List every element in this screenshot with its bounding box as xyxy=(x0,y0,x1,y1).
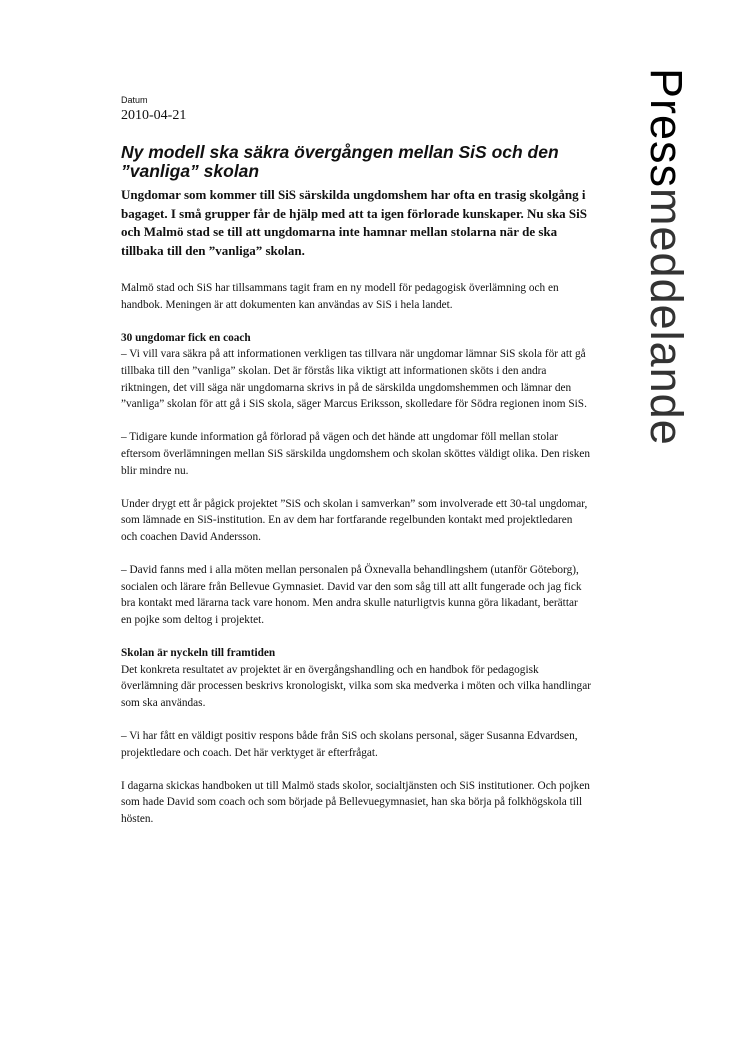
date-label: Datum xyxy=(121,95,148,105)
paragraph: Under drygt ett år pågick projektet ”SiS och skolan i samverkan” som involverade ett 30-tal ungdomar, som lämnade en SiS-institution. En av dem har fortfarande regelbunden kontakt med projektledaren och coachen David Andersson. xyxy=(121,497,588,543)
article-body xyxy=(121,280,591,844)
paragraph: I dagarna skickas handboken ut till Malmö stads skolor, socialtjänsten och SiS institutioner. Och pojken som hade David som coach och som började på Bellevuegymnasiet, han ska börja på folkhögskola till hösten. xyxy=(121,779,590,825)
date-value: 2010-04-21 xyxy=(121,108,187,123)
paragraph: Malmö stad och SiS har tillsammans tagit fram en ny modell för pedagogisk överlämning och en handbok. Meningen är att dokumenten kan användas av SiS i hela landet. xyxy=(121,282,559,311)
paragraph: – Vi vill vara säkra på att informationen verkligen tas tillvara när ungdomar lämnar SiS skola för att gå tillbaka till den ”vanliga” skolan. Det är förstås lika viktigt att informationen sköts i den andra riktningen, det vill säga när ungdomarna skrivs in på de särskilda ungdomshemmen och lämnar den ”vanliga” skolan för att gå i SiS skola, säger Marcus Eriksson, skolledare för Södra regionen inom SiS. xyxy=(121,348,587,411)
section-1 xyxy=(121,330,591,413)
article-lead: Ungdomar som kommer till SiS särskilda ungdomshem har ofta en trasig skolgång i bagaget. I små grupper får de hjälp med att ta igen förlorade kunskaper. Nu ska SiS och Malmö stad se till att ungdomarna inte hamnar mellan stolarna när de ska tillbaka till den ”vanliga” skolan. xyxy=(121,187,588,258)
paragraph: Det konkreta resultatet av projektet är en övergångshandling och en handbok för pedagogisk överlämning där processen beskrivs kronologiskt, vilka som ska medverka i möten och vilka handlingar som ska användas. xyxy=(121,663,591,709)
article-title: Ny modell ska säkra övergången mellan SiS och den ”vanliga” skolan xyxy=(121,142,559,181)
side-label-meddelande: meddelande xyxy=(641,188,692,446)
paragraph: – David fanns med i alla möten mellan personalen på Öxnevalla behandlingshem (utanför Göteborg), socialen och lärare från Bellevue Gymnasiet. David var den som såg till att allt fungerade och jag fick bra kontakt med lärarna tack vare honom. Men andra skulle naturligtvis kunna göra likadant, berättar en pojke som deltog i projektet. xyxy=(121,564,582,626)
paragraph: – Tidigare kunde information gå förlorad på vägen och det hände att ungdomar föll mellan stolar eftersom överlämningen mellan SiS särskilda ungdomshem och skolan sköttes väldigt olika. Den risken blir mindre nu. xyxy=(121,431,591,477)
paragraph: – Vi har fått en väldigt positiv respons både från SiS och skolans personal, säger Susanna Edvardsen, projektledare och coach. Det här verktyget är efterfrågat. xyxy=(121,730,578,759)
section-2 xyxy=(121,645,591,711)
pressmeddelande-side-label xyxy=(641,68,692,446)
side-label-press: Press xyxy=(641,68,692,189)
section-heading: 30 ungdomar fick en coach xyxy=(121,331,251,344)
section-heading: Skolan är nyckeln till framtiden xyxy=(121,647,276,660)
